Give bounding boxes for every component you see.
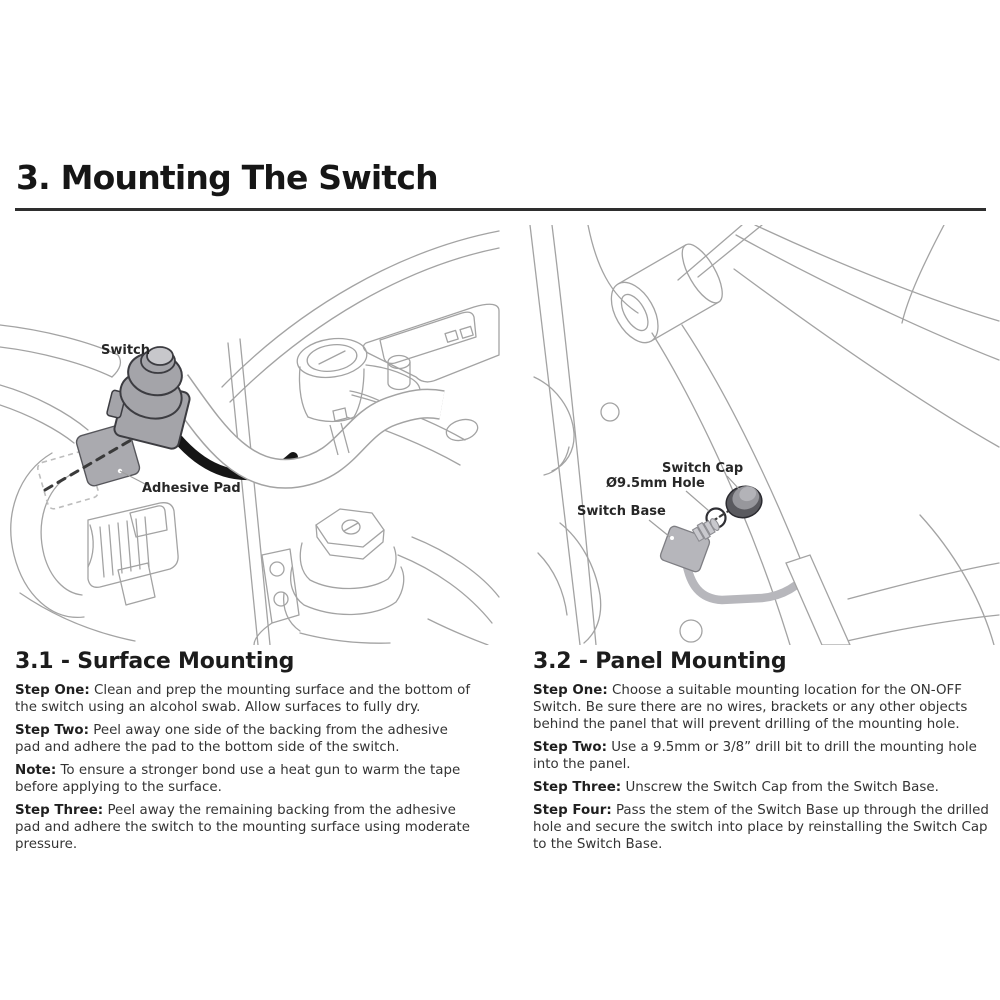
switch-graphic bbox=[106, 347, 191, 450]
hole-leader-line bbox=[686, 491, 709, 511]
step-text: Choose a suitable mounting location for the ON-OFF Switch. Be sure there are no wires, brackets or any other objects behind the panel that will prevent drilling of the mounting hole. bbox=[533, 683, 968, 733]
step-text: To ensure a stronger bond use a heat gun to warm the tape before applying to the surface. bbox=[15, 763, 461, 796]
adhesive-pad-label: Adhesive Pad bbox=[142, 481, 241, 496]
surface-step-one bbox=[15, 682, 471, 716]
step-label: Step One: bbox=[15, 683, 90, 699]
motorcycle-cockpit-line-art bbox=[0, 231, 499, 645]
radiator-hose bbox=[176, 383, 442, 474]
step-label: Step Two: bbox=[15, 723, 89, 739]
title-rule bbox=[15, 208, 986, 211]
switch-base-leader-line bbox=[649, 520, 670, 537]
step-label: Step One: bbox=[533, 683, 608, 699]
step-label: Step Three: bbox=[533, 780, 622, 796]
frame-tube bbox=[786, 555, 850, 645]
switch-label: Switch bbox=[101, 343, 151, 358]
panel-step-one bbox=[533, 682, 989, 733]
hole-label: Ø9.5mm Hole bbox=[606, 476, 705, 491]
panel-step-four bbox=[533, 802, 989, 853]
surface-note bbox=[15, 762, 471, 796]
step-label: Step Four: bbox=[533, 803, 612, 819]
step-text: Peel away the remaining backing from the adhesive pad and adhere the switch to the mounting surface using moderate pressure. bbox=[15, 803, 470, 853]
switch-cap-label: Switch Cap bbox=[662, 461, 744, 476]
panel-diagram-art bbox=[500, 225, 1000, 645]
panel-mounting-section bbox=[533, 649, 989, 859]
step-text: Unscrew the Switch Cap from the Switch Base. bbox=[625, 780, 939, 796]
step-label: Note: bbox=[15, 763, 57, 779]
panel-mounting-diagram bbox=[500, 225, 1000, 645]
step-label: Step Two: bbox=[533, 740, 607, 756]
surface-step-three bbox=[15, 802, 471, 853]
switch-cap-graphic bbox=[722, 482, 766, 523]
step-text: Clean and prep the mounting surface and the bottom of the switch using an alcohol swab. Allow surfaces to fully dry. bbox=[15, 683, 471, 716]
page-title: 3. Mounting The Switch bbox=[16, 158, 438, 197]
switch-base-label: Switch Base bbox=[577, 504, 666, 519]
switch-base-graphic bbox=[659, 516, 721, 573]
step-text: Peel away one side of the backing from the adhesive pad and adhere the pad to the bottom side of the switch. bbox=[15, 723, 448, 756]
surface-diagram-art bbox=[0, 225, 500, 645]
step-label: Step Three: bbox=[15, 803, 104, 819]
section-heading-surface: 3.1 - Surface Mounting bbox=[15, 649, 295, 674]
surface-mounting-diagram bbox=[0, 225, 500, 645]
panel-step-two bbox=[533, 739, 989, 773]
step-text: Pass the stem of the Switch Base up through the drilled hole and secure the switch into place by reinstalling the Switch Cap to the Switch Base. bbox=[533, 803, 989, 853]
motorcycle-frame-line-art bbox=[530, 225, 999, 645]
surface-step-two bbox=[15, 722, 471, 756]
panel-step-three bbox=[533, 779, 989, 796]
surface-mounting-section bbox=[15, 649, 471, 859]
step-text: Use a 9.5mm or 3/8” drill bit to drill the mounting hole into the panel. bbox=[533, 740, 977, 773]
section-heading-panel: 3.2 - Panel Mounting bbox=[533, 649, 787, 674]
